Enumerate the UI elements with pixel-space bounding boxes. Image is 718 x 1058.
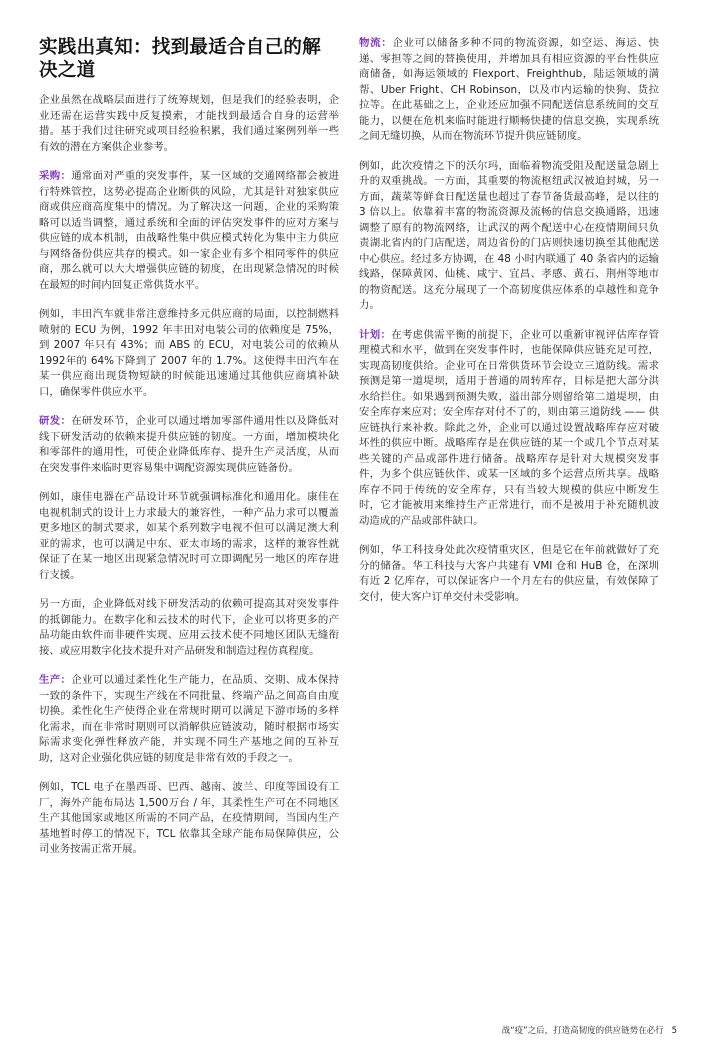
- intro-paragraph: 企业虽然在战略层面进行了统筹规划，但是我们的经验表明，企业还需在运营实践中反复摸索，才能找到最适合自身的运营举措。基于我们过往研究或项目经验积累，我们通过案例列举一些有效的潜在方案供企业参考。: [39, 94, 339, 153]
- page-number: 5: [671, 1026, 677, 1036]
- planning-paragraph: 计划：在考虑供需平衡的前提下，企业可以重新审视评估库存管理模式和水平，做到在突发事件时，也能保障供应链充足可控，实现高韧度供给。企业可在日常供货环节会设立三道防线。需求预测是第一道堤坝，适用于普通的周转库存，目标是把大部分洪水给拦住。如果遇到预测失败，溢出部分则留给第二道堤坝，由安全库存来应对；安全库存对付不了的，则由第三道防线 —— 供应链执行来补救。除此之外，企业可以通过设置战略库存应对破坏性的供应中断。战略库存是在供应链的某一个或几个节点对某些关键的产品或部件进行储备。战略库存是针对大规模突发事件，为多个供应链伙伴、或某一区域的多个运营点所共享。战略库存不同于传统的安全库存，只有当较大规模的供应中断发生时，它才能被用来维持生产正常进行，而不是被用于补充随机波动造成的产品或部件缺口。: [359, 328, 660, 527]
- rnd-paragraph: 研发：在研发环节，企业可以通过增加零部件通用性以及降低对线下研发活动的依赖来提升供应链的韧度。一方面，增加模块化和零部件的通用性，可使企业降低库存、提升生产灵活度，从而在突发事件来临时更容易集中调配资源实现供应链备份。: [39, 415, 340, 474]
- toyota-example-paragraph: 例如，丰田汽车就非常注意维持多元供应商的局面，以控制燃料喷射的 ECU 为例，1992 年丰田对电装公司的依赖度是 75%，到 2007 年只有 43%；而 ABS 的 ECU，对电装公司的依赖从1992年的 64%下降到了 2007 年的 1.7%。这使得丰田汽车在某一供应商出现货物短缺的时候能迅速通过其他供应商填补缺口，确保零件供应水平。: [39, 308, 339, 398]
- huagong-example-paragraph: 例如，华工科技身处此次疫情重灾区，但是它在年前就做好了充分的储备。华工科技与大客户共建有 VMI 仓和 HuB 仓，在深圳有近 2 亿库存，可以保证客户一个月左右的供应量，有效保障了交付，使大客户订单交付未受影响。: [359, 544, 659, 603]
- section-keyword: 计划：: [359, 328, 392, 341]
- production-paragraph: 生产：企业可以通过柔性化生产能力，在品质、交期、成本保持一致的条件下，实现生产线在不同批量、终端产品之间高自由度切换。柔性化生产使得企业在常规时期可以满足下游市场的多样化需求，而在非常时期则可以消解供应链波动，随时根据市场实际需求变化弹性释放产能，并实现不同生产基地之间的互补互助，这对企业强化供应链的韧度是非常有效的手段之一。: [39, 674, 340, 764]
- section-keyword: 物流：: [359, 37, 393, 49]
- konka-example-paragraph: 例如，康佳电器在产品设计环节就强调标准化和通用化。康佳在电视机制式的设计上力求最大的兼容性，一种产品力求可以覆盖更多地区的制式要求，如某个系列数字电视不但可以满足澳大利亚的需求，也可以满足中东、亚太市场的需求，这样的兼容性就保证了在某一地区出现紧急情况时可立即调配另一地区的库存进行支援。: [39, 491, 339, 581]
- section-keyword: 生产：: [39, 674, 72, 686]
- walmart-example-paragraph: 例如，此次疫情之下的沃尔玛，面临着物流受阻及配送量急剧上升的双重挑战。一方面，其重要的物流枢纽武汉被迫封城，另一方面，蔬菜等鲜食日配送量也超过了春节备货最高峰，是以往的 3 倍以上。依靠着丰富的物流资源及流畅的信息交换通路，迅速调整了原有的物流网络，让武汉的两个配送中心在疫情期间只负责湖北省内的门店配送，周边省份的门店则快速切换至其他配送中心供应。经过多方协调，在 48 小时内联通了 40 条省内的运输线路，保障黄冈、仙桃、咸宁、宜昌、孝感、黄石、荆州等地市的物资配送。这充分展现了一个高韧度供应体系的卓越性和竞争力。: [359, 159, 659, 311]
- procurement-paragraph: 采购：通常面对严重的突发事件，某一区域的交通网络都会被进行特殊管控，这势必提高企业断供的风险，尤其是针对独家供应商或供应商高度集中的情况。为了解决这一问题，企业的采购策略可以适当调整，通过系统和全面的评估突发事件的应对方案与供应链的成本机制，由战略性集中供应模式转化为集中主力供应与网络备份供应共存的模式。如一家企业有多个相同零件的供应商，那么就可以大大增强供应链的韧度，在出现紧急情况的时候在最短的时间内回复正常供货水平。: [39, 170, 340, 291]
- page-footer: [502, 1024, 677, 1036]
- logistics-paragraph: 物流：企业可以储备多种不同的物流资源，如空运、海运、快递、零担等之间的替换使用，并增加具有相应资源的平台性供应商储备，如海运领域的 Flexport、Freighthub，陆运领域的满帮、Uber Fright、CH Robinson，以及市内运输的快狗、货拉拉等。在此基础之上，企业还应加强不同配送信息系统间的交互能力，以便在危机来临时能进行顺畅快捷的信息交换，实现系统之间无缝切换，从而在物流环节提升供应链韧度。: [359, 37, 660, 142]
- section-keyword: 研发：: [39, 415, 72, 427]
- tcl-example-paragraph: 例如，TCL 电子在墨西哥、巴西、越南、波兰、印度等国设有工厂，海外产能布局达 1,500万台 / 年，其柔性生产可在不同地区生产其他国家或地区所需的不同产品，在疫情期间，当国内生产基地暂时停工的情况下，TCL 依靠其全球产能布局保障供应，公司业务按需正常开展。: [39, 781, 339, 855]
- right-column: [359, 36, 659, 619]
- footer-text: 战“疫”之后，打造高韧度的供应链势在必行: [501, 1026, 664, 1036]
- digital-rnd-paragraph: 另一方面，企业降低对线下研发活动的依赖可提高其对突发事件的抵御能力。在数字化和云技术的时代下，企业可以将更多的产品功能由软件而非硬件实现、应用云技术使不同地区团队无缝衔接、或应用数字化技术提升对产品研发和制造过程仿真程度。: [39, 598, 339, 657]
- section-keyword: 采购：: [39, 170, 72, 182]
- left-column: [39, 36, 339, 872]
- page-title: 实践出真知：找到最适合自己的解决之道: [39, 37, 322, 81]
